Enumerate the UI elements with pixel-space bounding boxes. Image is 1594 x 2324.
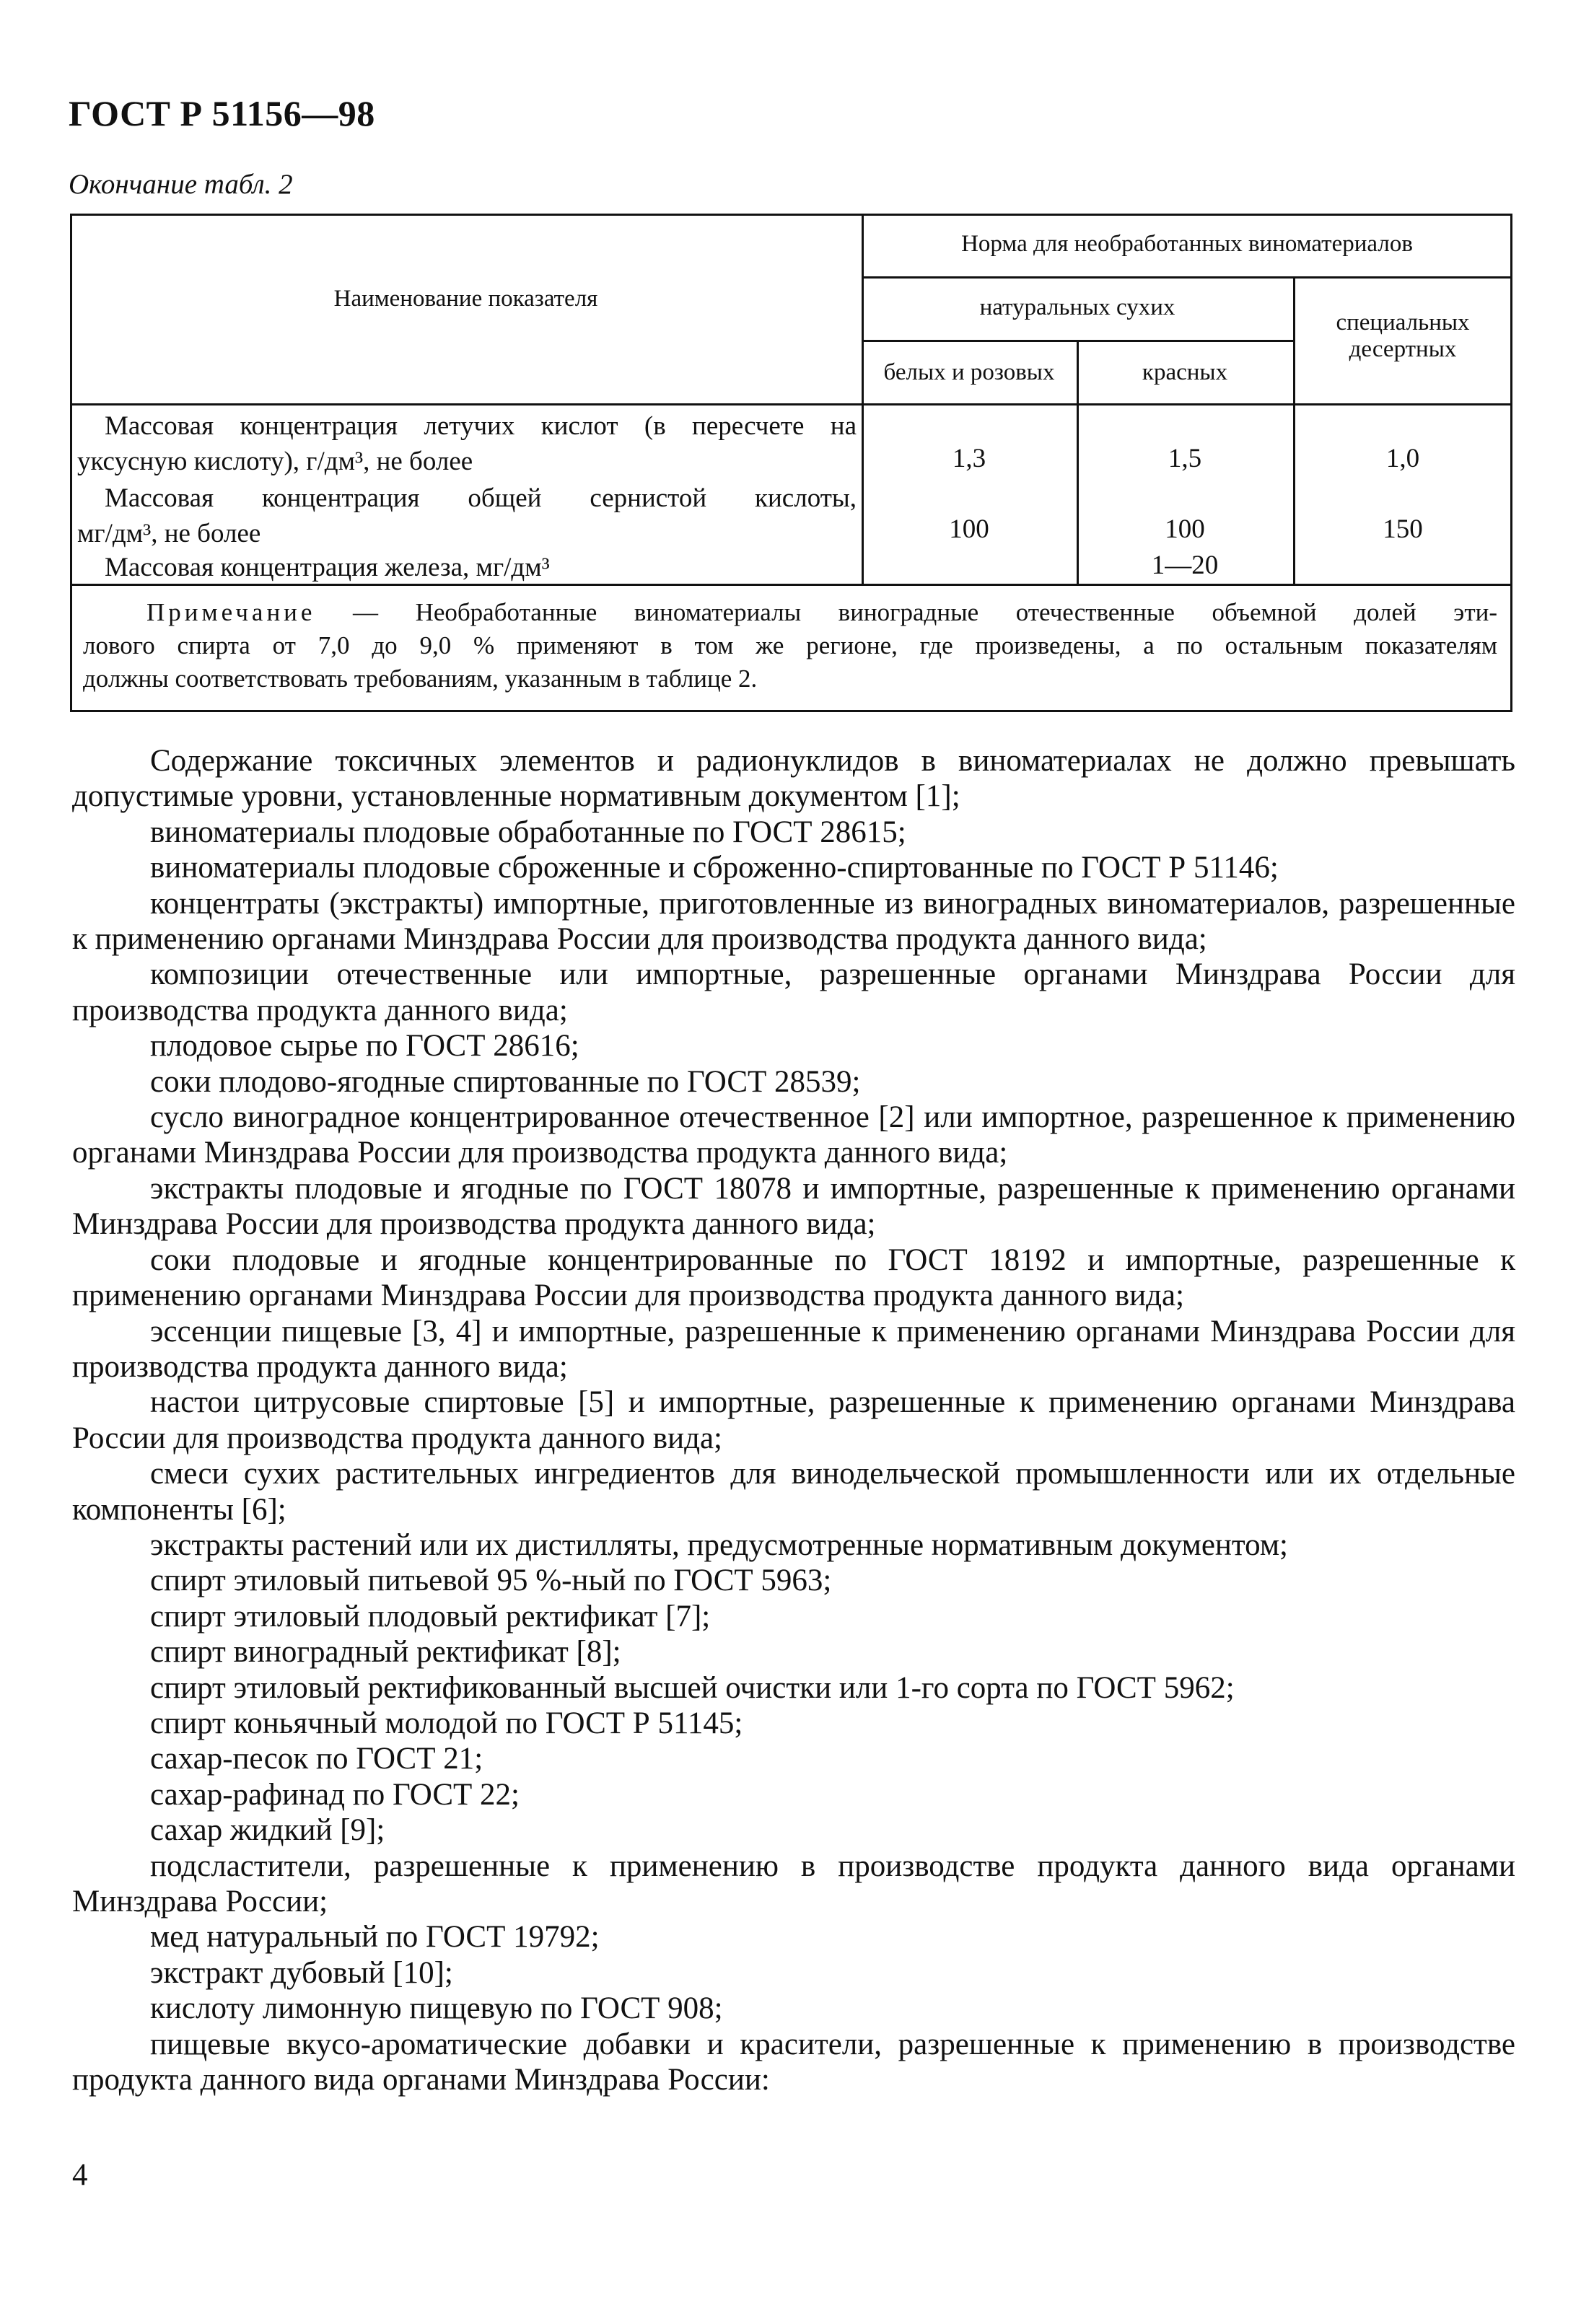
paragraph: эссенции пищевые [3, 4] и импортные, разрешенные к применению органами Минздрава России для производства продукта данного вида; — [72, 1314, 1515, 1384]
page-number: 4 — [72, 2158, 88, 2192]
row-1-name — [77, 408, 857, 479]
header-red: красных — [1142, 359, 1228, 385]
body-text — [72, 743, 1515, 2097]
paragraph: концентраты (экстракты) импортные, приготовленные из виноградных виноматериалов, разрешенные к применению органами Минздрава России для производства продукта данного вида; — [72, 886, 1515, 957]
paragraph: сусло виноградное концентрированное отечественное [2] или импортное, разрешенное к применению органами Минздрава России для производства продукта данного вида; — [72, 1100, 1515, 1170]
row-1-dessert: 1,0 — [1385, 444, 1420, 473]
note-line-2: лового спирта от 7,0 до 9,0 % применяют в том же регионе, где произведены, а по остальным показателям — [83, 631, 1497, 659]
table-caption: Окончание табл. 2 — [69, 169, 293, 200]
paragraph: экстракты растений или их дистилляты, предусмотренные нормативным документом; — [150, 1527, 1288, 1562]
paragraph: экстракт дубовый [10]; — [150, 1955, 453, 1990]
note-label: Примечание — [146, 598, 316, 626]
paragraph: настои цитрусовые спиртовые [5] и импортные, разрешенные к применению органами Минздрава России для производства продукта данного вида; — [72, 1385, 1515, 1455]
row-1-red: 1,5 — [1168, 444, 1202, 473]
paragraph: пищевые вкусо-ароматические добавки и красители, разрешенные к применению в производстве продукта данного вида органами Минздрава России: — [72, 2027, 1515, 2097]
paragraph: сахар-рафинад по ГОСТ 22; — [150, 1777, 520, 1812]
paragraph: спирт виноградный ректификат [8]; — [150, 1635, 621, 1670]
paragraph: спирт этиловый ректификованный высшей очистки или 1-го сорта по ГОСТ 5962; — [150, 1670, 1235, 1705]
header-natural-dry: натуральных сухих — [979, 294, 1175, 320]
table-note — [83, 596, 1497, 696]
row-1-name-line-2: уксусную кислоту), г/дм³, не более — [77, 447, 473, 476]
row-2-red: 100 — [1165, 514, 1205, 544]
paragraph: спирт этиловый плодовый ректификат [7]; — [150, 1599, 711, 1634]
header-white-rose: белых и розовых — [883, 359, 1055, 385]
paragraph: виноматериалы плодовые сброженные и сброженно-спиртованные по ГОСТ Р 51146; — [150, 851, 1279, 885]
note-line-1 — [83, 596, 1497, 629]
row-1-white-rose: 1,3 — [952, 444, 986, 473]
row-2-white-rose: 100 — [949, 514, 989, 544]
paragraph: смеси сухих растительных ингредиентов для винодельческой промышленности или их отдельные компоненты [6]; — [72, 1457, 1515, 1527]
row-3-name: Массовая концентрация железа, мг/дм³ — [105, 553, 550, 582]
row-3-iron-value: 1—20 — [1151, 551, 1219, 580]
paragraph: виноматериалы плодовые обработанные по ГОСТ 28615; — [150, 815, 906, 849]
paragraph: кислоту лимонную пищевую по ГОСТ 908; — [150, 1991, 723, 2026]
paragraph: плодовое сырье по ГОСТ 28616; — [150, 1029, 579, 1064]
paragraph: экстракты плодовые и ягодные по ГОСТ 18078 и импортные, разрешенные к применению органами Минздрава России для производства продукта данного вида; — [72, 1171, 1515, 1242]
row-2-name — [77, 481, 857, 551]
paragraph: спирт этиловый питьевой 95 %-ный по ГОСТ 5963; — [150, 1564, 832, 1598]
paragraph: Содержание токсичных элементов и радионуклидов в виноматериалах не должно превышать допустимые уровни, установленные нормативным документом [1]; — [72, 744, 1515, 814]
header-norm: Норма для необработанных виноматериалов — [961, 231, 1413, 257]
row-1-name-line-1: Массовая концентрация летучих кислот (в пересчете на — [105, 411, 857, 441]
row-2-name-line-1: Массовая концентрация общей сернистой кислоты, — [105, 483, 857, 513]
paragraph: соки плодовые и ягодные концентрированные по ГОСТ 18192 и импортные, разрешенные к применению органами Минздрава России для производства продукта данного вида; — [72, 1242, 1515, 1313]
row-2-dessert: 150 — [1383, 514, 1423, 544]
header-special-dessert — [1293, 310, 1512, 363]
row-2-name-line-2: мг/дм³, не более — [77, 519, 261, 548]
paragraph: подсластители, разрешенные к применению в производстве продукта данного вида органами Минздрава России; — [72, 1849, 1515, 1919]
header-indicator: Наименование показателя — [333, 286, 598, 312]
paragraph: спирт коньячный молодой по ГОСТ Р 51145; — [150, 1706, 743, 1740]
note-line-3: должны соответствовать требованиям, указанным в таблице 2. — [83, 665, 758, 693]
paragraph: сахар жидкий [9]; — [150, 1813, 385, 1848]
header-special-line: специальных — [1336, 310, 1470, 336]
paragraph: сахар-песок по ГОСТ 21; — [150, 1742, 483, 1776]
paragraph: мед натуральный по ГОСТ 19792; — [150, 1920, 600, 1955]
note-line-1-text: — Необработанные виноматериалы виноградные отечественные объемной долей эти- — [353, 598, 1498, 626]
paragraph: соки плодово-ягодные спиртованные по ГОСТ 28539; — [150, 1064, 861, 1099]
page-title: ГОСТ Р 51156—98 — [69, 93, 375, 133]
header-dessert-line: десертных — [1349, 336, 1457, 362]
paragraph: композиции отечественные или импортные, разрешенные органами Минздрава России для производства продукта данного вида; — [72, 957, 1515, 1027]
